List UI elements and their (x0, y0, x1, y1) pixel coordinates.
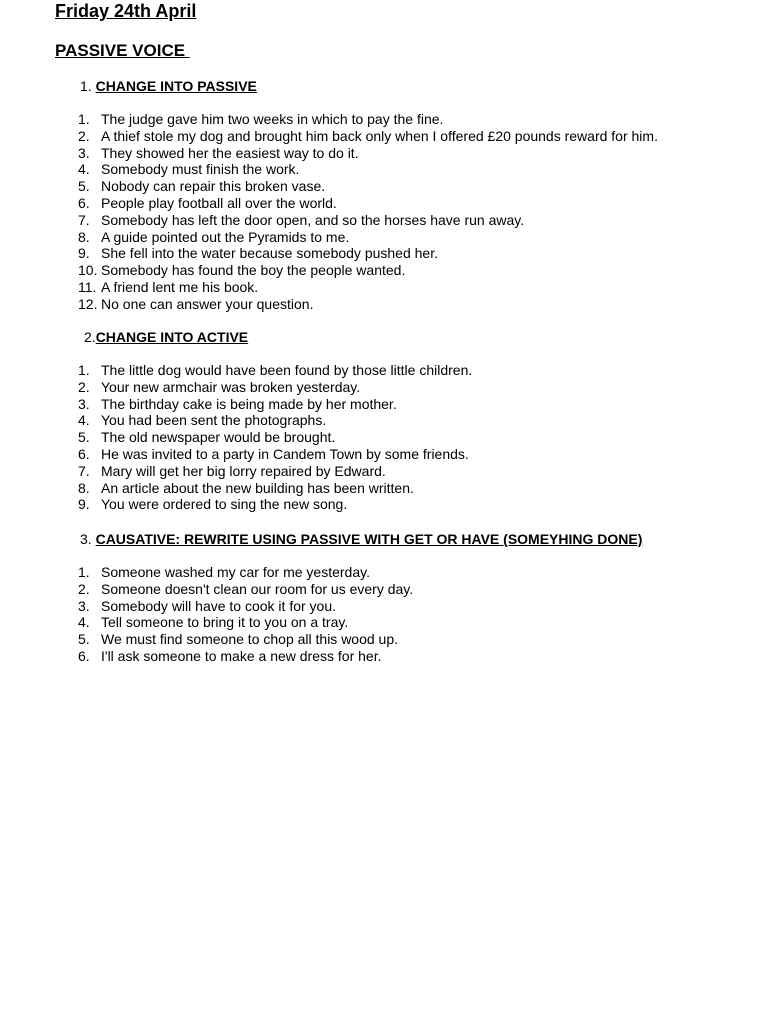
item-number: 6. (78, 647, 90, 664)
item-text: People play football all over the world. (101, 194, 337, 211)
item-text: They showed her the easiest way to do it. (101, 144, 359, 161)
item-number: 4. (78, 161, 90, 178)
item-number: 4. (78, 412, 90, 429)
item-text: The old newspaper would be brought. (101, 429, 336, 446)
item-text: Somebody has found the boy the people wanted. (101, 262, 406, 279)
item-text: We must find someone to chop all this wood up. (101, 631, 399, 648)
item-text: Tell someone to bring it to you on a tray. (101, 614, 349, 631)
item-number: 7. (78, 462, 90, 479)
item-number: 4. (78, 614, 90, 631)
section-title-text: CHANGE INTO PASSIVE (95, 78, 257, 94)
item-number: 3. (78, 144, 90, 161)
item-number: 5. (78, 178, 90, 195)
item-text: Nobody can repair this broken vase. (101, 178, 326, 195)
item-text: Someone doesn't clean our room for us every day. (101, 580, 414, 597)
item-text: A guide pointed out the Pyramids to me. (101, 228, 350, 245)
item-text: I'll ask someone to make a new dress for her. (101, 647, 382, 664)
item-text: No one can answer your question. (101, 295, 314, 312)
item-text: You had been sent the photographs. (101, 412, 327, 429)
item-number: 2. (78, 378, 90, 395)
item-text: Somebody must finish the work. (101, 161, 300, 178)
item-number: 1. (78, 362, 90, 378)
item-number: 1. (78, 111, 90, 127)
item-number: 2. (78, 127, 90, 144)
item-number: 3. (78, 395, 90, 412)
item-number: 6. (78, 194, 90, 211)
section-number: 1. (80, 78, 96, 94)
item-number: 12. (78, 295, 98, 312)
item-text: An article about the new building has been written. (101, 479, 414, 496)
section-1-title (80, 77, 257, 95)
item-text: The little dog would have been found by those little children. (101, 362, 473, 378)
section-2-title (84, 328, 248, 346)
item-text: Mary will get her big lorry repaired by Edward. (101, 462, 386, 479)
item-number: 8. (78, 228, 90, 245)
item-number: 5. (78, 429, 90, 446)
item-text: She fell into the water because somebody pushed her. (101, 245, 438, 262)
section-number: 2. (84, 329, 96, 345)
item-number: 10. (78, 262, 98, 279)
item-text: Your new armchair was broken yesterday. (101, 378, 361, 395)
item-text: You were ordered to sing the new song. (101, 496, 348, 513)
topic-heading: PASSIVE VOICE (55, 41, 190, 60)
item-number: 9. (78, 496, 90, 513)
item-text: Someone washed my car for me yesterday. (101, 564, 370, 580)
item-number: 5. (78, 631, 90, 648)
item-text: He was invited to a party in Candem Town by some friends. (101, 445, 469, 462)
item-text: Somebody will have to cook it for you. (101, 597, 337, 614)
item-text: A thief stole my dog and brought him back only when I offered £20 pounds reward for him. (101, 127, 658, 144)
item-number: 9. (78, 245, 90, 262)
item-number: 6. (78, 445, 90, 462)
item-text: The birthday cake is being made by her mother. (101, 395, 397, 412)
item-number: 11. (78, 278, 97, 295)
section-number: 3. (80, 531, 96, 547)
item-number: 1. (78, 564, 90, 580)
item-number: 7. (78, 211, 90, 228)
item-number: 8. (78, 479, 90, 496)
item-text: A friend lent me his book. (101, 278, 259, 295)
section-title-text: CHANGE INTO ACTIVE (95, 329, 249, 345)
section-title-text: CAUSATIVE: REWRITE USING PASSIVE WITH GET OR HAVE (SOMEYHING DONE) (95, 531, 643, 547)
item-number: 3. (78, 597, 90, 614)
section-3-title (80, 530, 642, 548)
date-heading: Friday 24th April (55, 1, 197, 21)
item-text: Somebody has left the door open, and so the horses have run away. (101, 211, 525, 228)
item-number: 2. (78, 580, 90, 597)
item-text: The judge gave him two weeks in which to pay the fine. (101, 111, 444, 127)
